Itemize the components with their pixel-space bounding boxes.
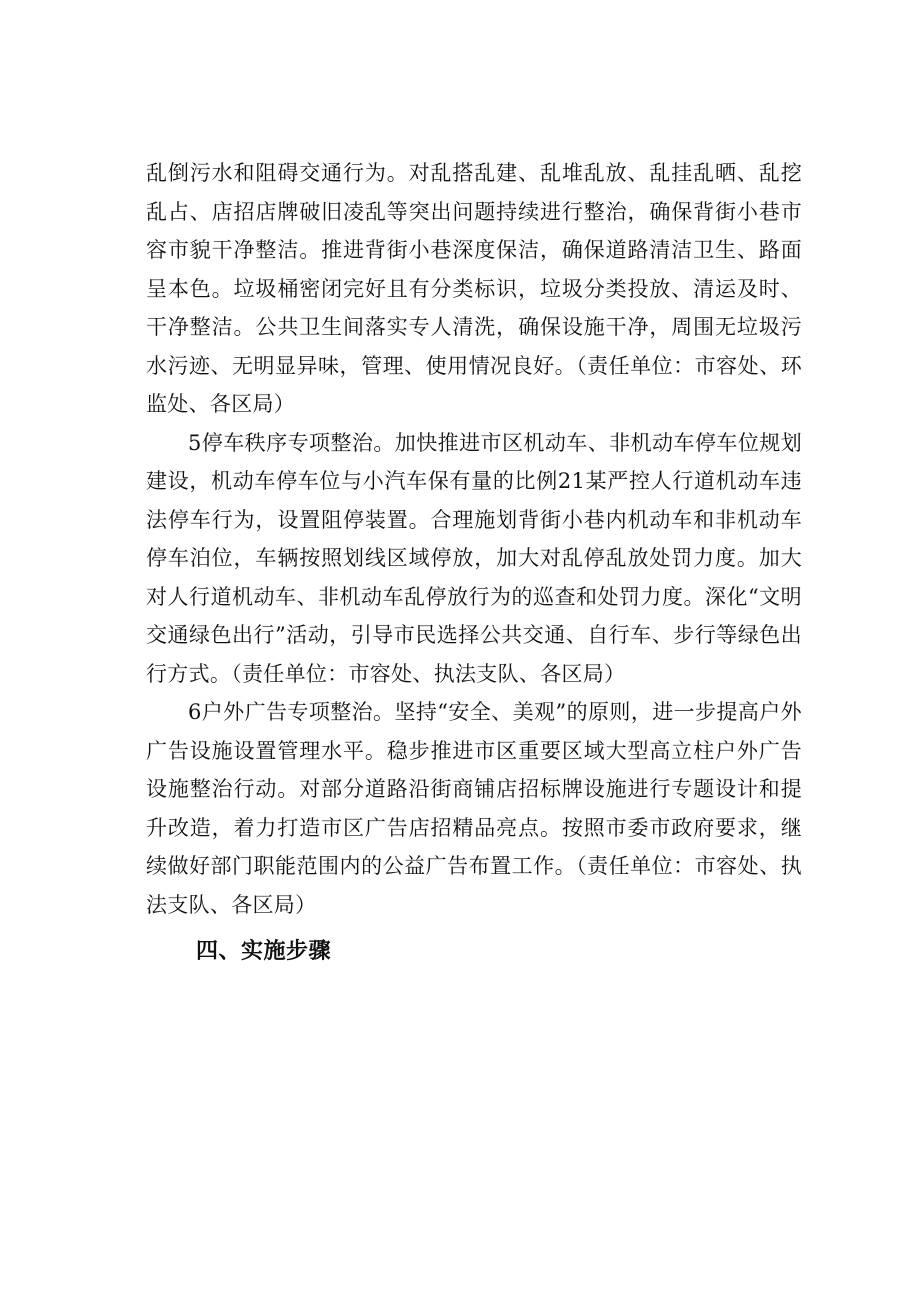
paragraph-outdoor-advertising: 6户外广告专项整治。坚持“安全、美观”的原则，进一步提高户外广告设施设置管理水平。稳步推进市区重要区域大型高立柱户外广告设施整治行动。对部分道路沿街商铺店招标牌设施进行专题设计和提升改造，着力打造市区广告店招精品亮点。按照市委市政府要求，继续做好部门职能范围内的公益广告布置工作。（责任单位：市容处、执法支队、各区局） xyxy=(146,700,802,917)
paragraph-sanitation-continuation: 乱倒污水和阻碍交通行为。对乱搭乱建、乱堆乱放、乱挂乱晒、乱挖乱占、店招店牌破旧凌乱等突出问题持续进行整治，确保背街小巷市容市貌干净整洁。推进背街小巷深度保洁，确保道路清洁卫生、路面呈本色。垃圾桶密闭完好且有分类标识，垃圾分类投放、清运及时、干净整洁。公共卫生间落实专人清洗，确保设施干净，周围无垃圾污水污迹、无明显异味，管理、使用情况良好。（责任单位：市容处、环监处、各区局） xyxy=(146,161,802,416)
paragraph-parking-order: 5停车秩序专项整治。加快推进市区机动车、非机动车停车位规划建设，机动车停车位与小汽车保有量的比例21某严控人行道机动车违法停车行为，设置阻停装置。合理施划背街小巷内机动车和非机动车停车泊位，车辆按照划线区域停放，加大对乱停乱放处罚力度。加大对人行道机动车、非机动车乱停放行为的巡查和处罚力度。深化“文明交通绿色出行”活动，引导市民选择公共交通、自行车、步行等绿色出行方式。（责任单位：市容处、执法支队、各区局） xyxy=(146,430,802,686)
section-heading-implementation-steps: 四、实施步骤 xyxy=(196,939,332,964)
document-body xyxy=(146,154,802,972)
